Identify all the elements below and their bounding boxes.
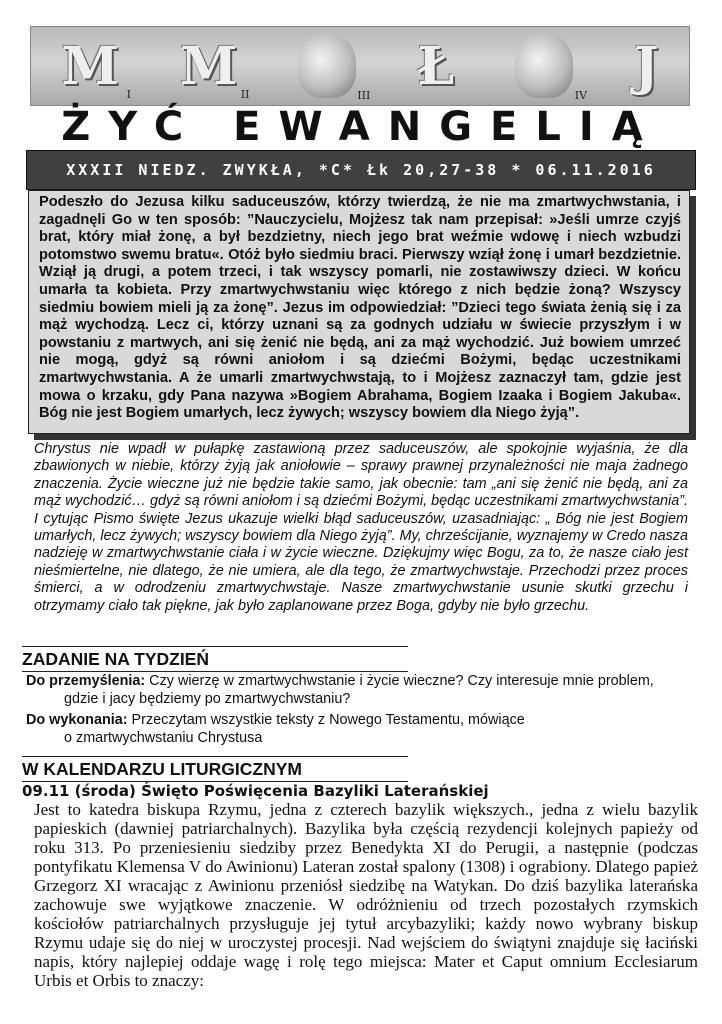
action-label: Do wykonania: <box>26 712 128 728</box>
reflect-label: Do przemyślenia: <box>26 673 146 689</box>
task-heading: ZADANIE NA TYDZIEŃ <box>22 646 408 671</box>
lion-emblem-icon: III <box>298 34 356 98</box>
action-text: Przeczytam wszystkie teksty z Nowego Testamentu, mówiące <box>127 712 525 728</box>
masthead-banner <box>30 26 690 106</box>
eagle-emblem-icon: IV <box>515 34 573 98</box>
gospel-text-box: Podeszło do Jezusa kilku saduceuszów, którzy twierdzą, że nie ma zmartwychwstania, i zagadnęli Go w ten sposób: ”Nauczycielu, Mojżesz tak nam przepisał: »Jeśli umrze czyjś brat, który miał żonę, a był bezdzietny, niech jego brat weźmie wdowę i niech wzbudzi potomstwo swemu bratu«. Otóż było siedmiu braci. Pierwszy wziął żonę i umarł bezdzietnie. Wziął ją drugi, a potem trzeci, i tak wszyscy pomarli, nie zostawiwszy dzieci. W końcu umarła ta kobieta. Przy zmartwychwstaniu więc którego z nich będzie żoną? Wszyscy siedmiu bowiem mieli ją za żonę”. Jezus im odpowiedział: ”Dzieci tego świata żenią się i za mąż wychodzą. Lecz ci, którzy uznani są za godnych udziału w świecie przyszłym i w powstaniu z martwych, ani się żenić nie będą, ani za mąż wychodzić. Już bowiem umrzeć nie mogą, gdyż są równi aniołom i są dziećmi Bożymi, będąc uczestnikami zmartwychwstania. A że umarli zmartwychwstają, to i Mojżesz zaznaczył tam, gdzie jest mowa o krzaku, gdy Pana nazywa »Bogiem Abrahama, Bogiem Izaaka i Bogiem Jakuba«. Bóg nie jest Bogiem umarłych, lecz żywych; wszyscy bowiem dla Niego żyją”. <box>28 190 690 434</box>
banner-letter-m2: M II <box>179 35 250 101</box>
reflect-text-cont: gdzie i jacy będziemy po zmartwychwstaniu? <box>64 690 351 707</box>
commentary-text: Chrystus nie wpadł w pułapkę zastawioną przez saduceuszów, ale spokojnie wyjaśnia, że dla zbawionych w niebie, którzy żyją jak aniołowie – sprawy prawnej przynależności nie maja żadnego znaczenia. Życie wieczne już nie będzie takie samo, jak obecnie: tam „ani się żenić nie będą, ani za mąż wychodzić… gdyż są równi aniołom i są dziećmi Bożymi, będąc uczestnikami zmartwychwstania”. I cytując Pismo święte Jezus ukazuje wielki błąd saduceuszów, uzasadniając: „ Bóg nie jest Bogiem umarłych, lecz żywych; wszyscy bowiem dla Niego żyją”. My, chrześcijanie, wyznajemy w Credo nasza nadzieję w zmartwychwstanie ciała i w życie wieczne. Dziękujmy więc Bogu, za to, że nasze ciało jest nieśmiertelne, nie dlatego, że nie umiera, ale dla tego, że zmartwychwstaje. Przechodzi przez proces śmierci, a w odrodzeniu zmartwychwstaje. Nasze zmartwychwstanie usunie skutki grzechu i otrzymamy ciało tak piękne, jak było zaplanowane przez Boga, gdyby nie było grzechu. <box>34 441 688 614</box>
page-title: ŻYĆ EWANGELIĄ <box>61 104 661 150</box>
banner-letter-j: J <box>633 35 659 97</box>
banner-letter-m1: M I <box>61 35 131 101</box>
action-item <box>26 712 702 747</box>
calendar-heading: W KALENDARZU LITURGICZNYM <box>22 756 408 781</box>
feast-text: Jest to katedra biskupa Rzymu, jedna z czterech bazylik większych., jedna z wielu bazylik papieskich (dawniej patriarchalnych). Bazylika była częścią rezydencji kolejnych papieży od roku 313. Po przeniesieniu siedziby przez Benedykta XI do Perugii, a następnie (podczas pontyfikatu Klemensa V do Awinionu) Lateran został spalony (1308) i ograbiony. Dlatego papież Grzegorz XI wracając z Awinionu przeniósł siedzibę na Watykan. Do dziś bazylika laterańska zachowuje swe wyjątkowe znaczenie. W odróżnieniu od trzech pozostałych rzymskich kościołów patriarchalnych przysługuje jej tytuł arcybazyliki; każdy nowo wybrany biskup Rzymu udaje się do niej w uroczystej procesji. Nad wejściem do świątyni znajduje się łaciński napis, który najlepiej oddaje wagę i rolę tego miejsca: Mater et Caput omnium Ecclesiarum Urbis et Orbis to znaczy: <box>34 800 698 990</box>
reflect-text: Czy wierzę w zmartwychwstanie i życie wieczne? Czy interesuje mnie problem, <box>145 673 654 689</box>
action-text-cont: o zmartwychwstaniu Chrystusa <box>64 729 263 746</box>
dateline-bar: XXXII NIEDZ. ZWYKŁA, *C* Łk 20,27-38 * 06.11.2016 <box>26 150 696 190</box>
feast-title: 09.11 (środa) Święto Poświęcenia Bazyliki Laterańskiej <box>22 782 489 800</box>
task-heading-underline <box>22 671 408 672</box>
reflect-item <box>26 673 702 708</box>
banner-letter-l: Ł <box>417 35 455 97</box>
